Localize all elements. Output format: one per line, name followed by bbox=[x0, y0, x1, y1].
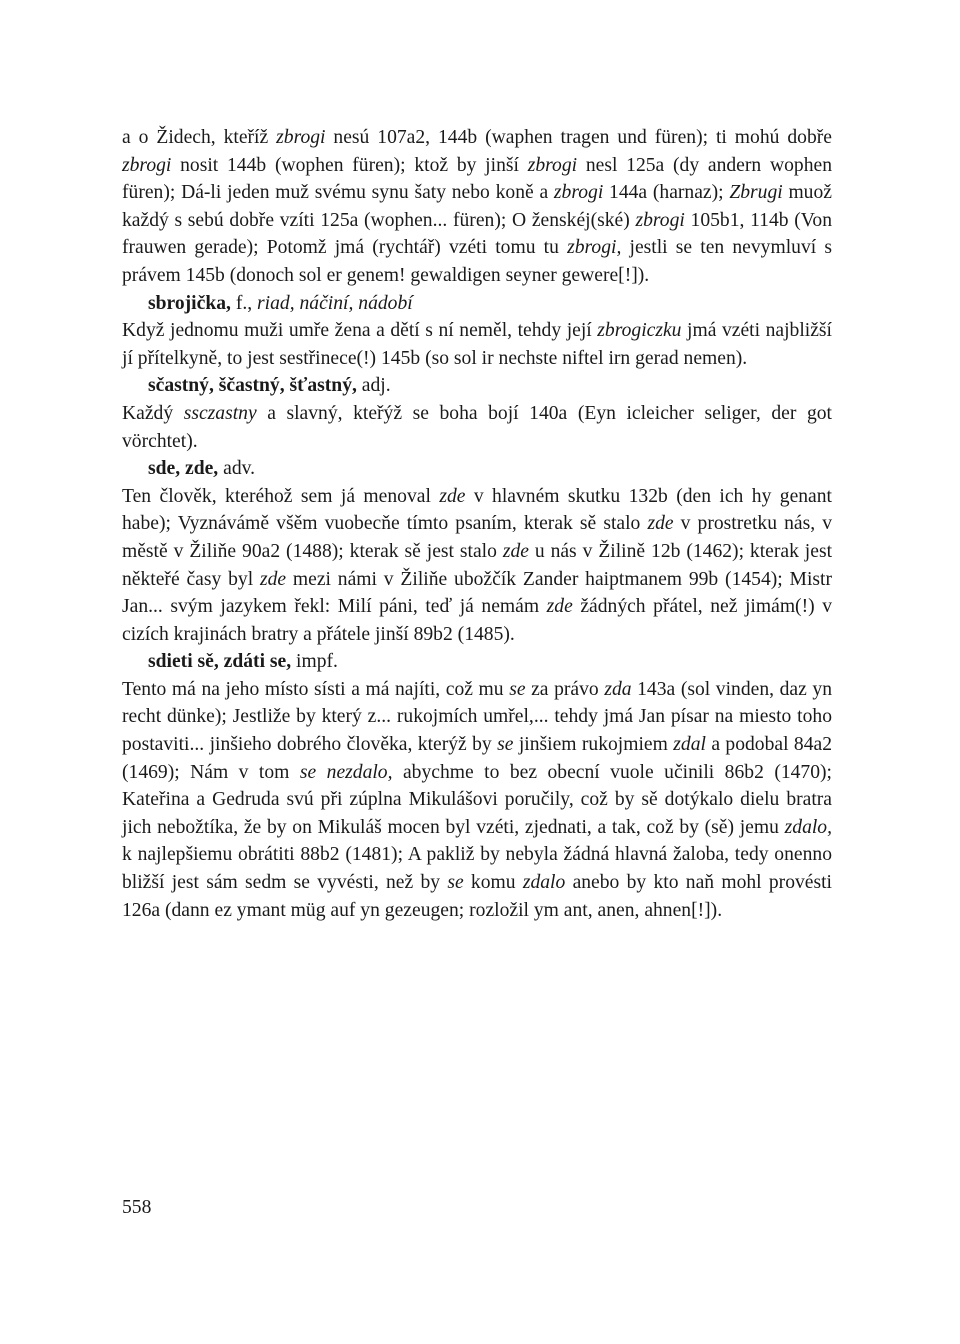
italic-text: zdalo, bbox=[784, 816, 832, 838]
text-run: Ten člověk, kteréhož sem já menoval bbox=[122, 485, 440, 507]
italic-text: zbrogi bbox=[122, 154, 172, 176]
text-run: v hlavném skutku 132b (den ich hy genant habe); Vyznávámě všěm vuobecňe tímto psaním, kterak sě stalo bbox=[122, 485, 832, 535]
entry-body bbox=[122, 400, 832, 455]
text-run: Každý bbox=[122, 402, 184, 424]
text-run: adj. bbox=[356, 375, 391, 397]
italic-text: se bbox=[447, 872, 464, 894]
text-run: impf. bbox=[291, 651, 338, 673]
italic-text: zdal bbox=[673, 734, 706, 756]
entries-column bbox=[122, 124, 832, 924]
text-run: f., bbox=[230, 292, 258, 314]
text-run: jinšiem rukojmiem bbox=[513, 734, 674, 756]
italic-text: zde bbox=[502, 540, 529, 562]
text-run: Když jednomu muži umře žena a dětí s ní neměl, tehdy její bbox=[122, 320, 598, 342]
italic-text: zde bbox=[259, 568, 287, 590]
italic-text: riad, náčiní, nádobí bbox=[257, 292, 413, 314]
italic-text: zda bbox=[604, 678, 632, 700]
italic-text: se bbox=[509, 678, 526, 700]
text-run: mezi námi v Žiliňe ubožčík Zander haiptmanem 99b (1454); Mistr Jan... svým jazykem řekl: Milí páni, teď já nemám bbox=[122, 568, 833, 618]
text-run: nesl 125a (dy andern wophen füren); Dá-li jeden muž svému synu šaty nebo koně a bbox=[122, 154, 833, 204]
headword: sčastný, ščastný, šťastný, bbox=[148, 375, 357, 397]
text-run: k najlepšiemu obrátiti 88b2 (1481); A pakliž by nebyla žádná hlavná žaloba, tedy onenno bližší jest sám sedm se vyvésti, než by bbox=[122, 844, 832, 894]
italic-text: zdalo bbox=[522, 872, 566, 894]
text-run: a o Židech, kteříž bbox=[122, 127, 277, 148]
text-run: jestli se ten nevymluví s právem 145b (donoch sol er genem! gewaldigen seyner gewere[!]). bbox=[122, 237, 832, 286]
italic-text: zde bbox=[439, 485, 466, 507]
entry-body bbox=[122, 483, 832, 649]
entry-heading bbox=[122, 455, 832, 483]
italic-text: se nezdalo, bbox=[299, 761, 393, 783]
text-run: v prostretku nás, v městě v Žiliňe 90a2 (1488); kterak sě jest stalo bbox=[122, 513, 832, 562]
italic-text: zbrogi, bbox=[567, 237, 622, 259]
italic-text: zbrogi bbox=[635, 209, 685, 231]
italic-text: zbrogi bbox=[276, 127, 326, 148]
text-run: anebo by kto naň mohl provésti 126a (dann ez ymant müg auf yn gezeugen; rozložil ym ant, anen, ahnen[!]). bbox=[122, 872, 833, 921]
entry-heading bbox=[122, 648, 832, 676]
headword: sbrojička, bbox=[148, 292, 231, 314]
page-number: 558 bbox=[122, 1197, 152, 1218]
entry-heading bbox=[122, 372, 832, 400]
text-run: abychme to bez obecní vuole učinili 86b2 (1470); Kateřina a Gedruda svú při zúplna Mikulášovi poručily, což by sě dotýkalo dielu bratra jich nebožtíka, že by on Mikuláš mocen byl vzéti, zjednati, a tak, což by (sě) jemu bbox=[122, 761, 832, 838]
italic-text: Zbrugi bbox=[729, 182, 783, 204]
text-run: u nás v Žilině 12b (1462); kterak jest někteřé časy byl bbox=[122, 540, 833, 590]
text-run: komu bbox=[463, 872, 523, 894]
text-run: jmá vzéti najbližší jí přítelkyně, to jest sestřinece(!) 145b (so sol ir nechste niftel irn gerad nemen). bbox=[122, 320, 833, 369]
text-run: a podobal 84a2 (1469); Nám v tom bbox=[122, 734, 832, 783]
text-run: nesú 107a2, 144b (waphen tragen und füren); ti mohú dobře bbox=[325, 127, 832, 148]
text-run: Tento má na jeho místo sísti a má najíti, což mu bbox=[122, 678, 510, 700]
text-run: 144a (harnaz); bbox=[603, 182, 730, 204]
italic-text: zde bbox=[647, 513, 674, 535]
text-run: žádných přátel, než jimám(!) v cizích krajinách bratry a přátele jinší 89b2 (1485). bbox=[122, 596, 832, 645]
text-run: adv. bbox=[218, 458, 256, 480]
italic-text: ssczastny bbox=[183, 402, 257, 424]
italic-text: se bbox=[497, 734, 514, 756]
text-run: muož každý s sebú dobře vzíti 125a (wophen... füren); O ženskéj(ské) bbox=[122, 182, 832, 231]
entry-body bbox=[122, 124, 832, 290]
italic-text: zbrogi bbox=[527, 154, 578, 176]
text-run: nosit 144b (wophen füren); ktož by jinší bbox=[171, 154, 528, 176]
text-run: 143a (sol vinden, daz yn recht dünke); Jestliže by který z... rukojmích umřel,... tehdy jmá Jan písar na miesto toho postaviti... jinšieho dobrého člověka, kterýž by bbox=[122, 678, 833, 756]
text-run: za právo bbox=[525, 678, 605, 700]
entry-heading bbox=[122, 290, 832, 318]
italic-text: zbrogiczku bbox=[597, 320, 682, 342]
headword: sde, zde, bbox=[148, 458, 219, 480]
entry-body bbox=[122, 676, 832, 924]
text-run: a slavný, kteřýž se boha bojí 140a (Eyn icleicher seliger, der got vörchtet). bbox=[122, 402, 832, 452]
italic-text: zbrogi bbox=[553, 182, 604, 204]
italic-text: zde bbox=[546, 596, 573, 618]
entry-body bbox=[122, 317, 832, 372]
headword: sdieti sě, zdáti se, bbox=[148, 651, 292, 673]
text-run: 105b1, 114b (Von frauwen gerade); Potomž jmá (rychtář) vzéti tomu tu bbox=[122, 209, 833, 259]
